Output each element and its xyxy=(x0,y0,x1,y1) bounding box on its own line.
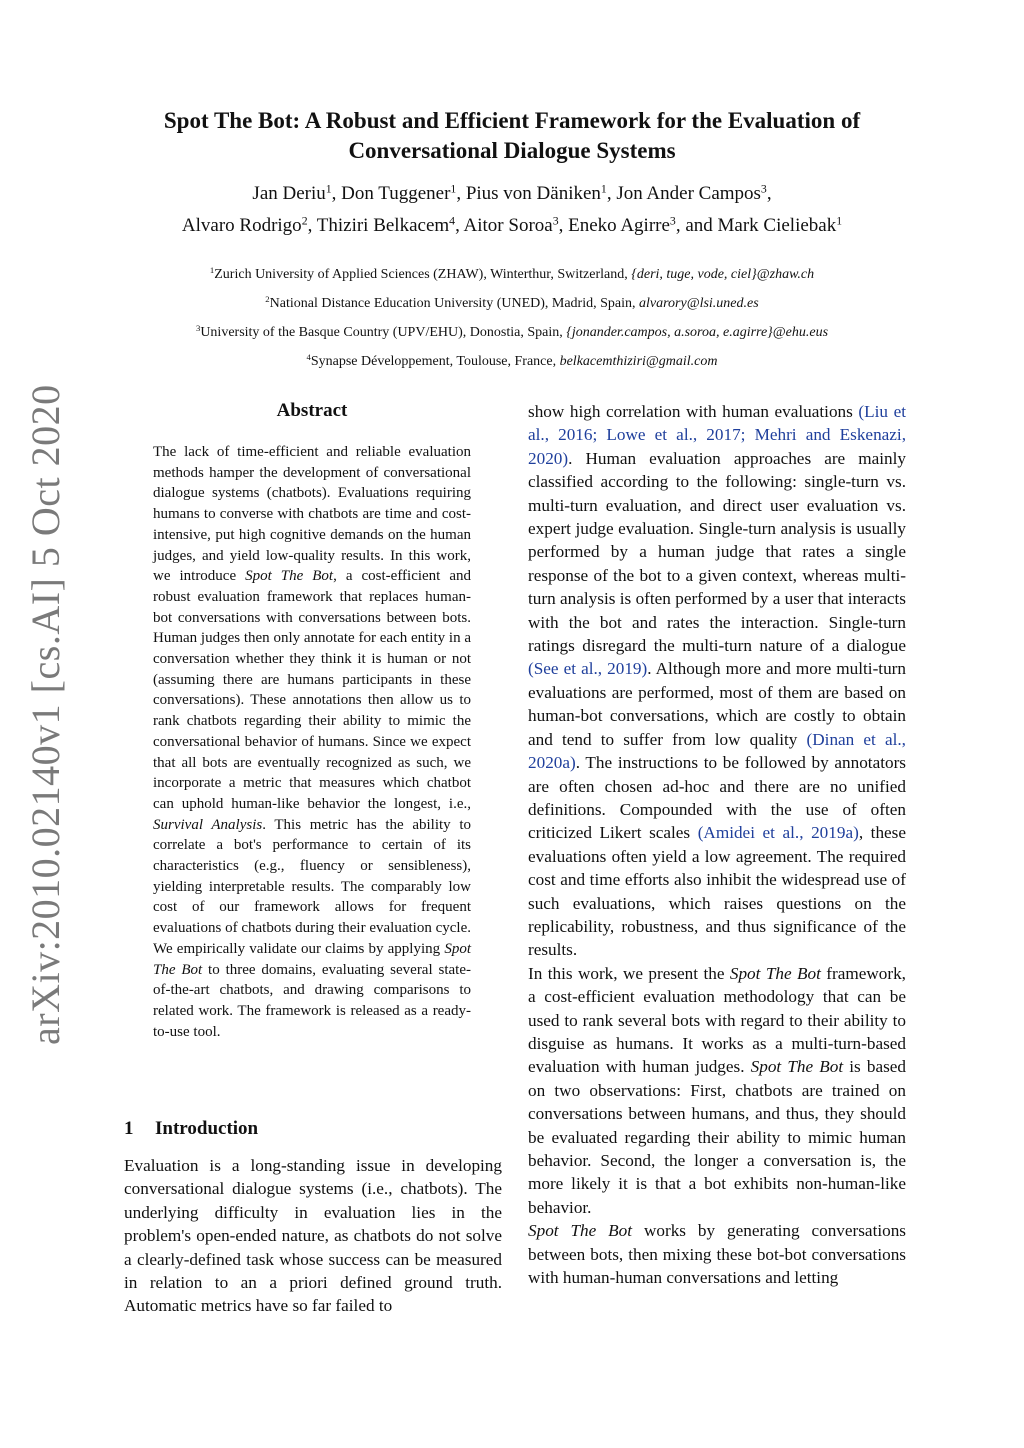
author-name: Pius von Däniken xyxy=(465,183,601,204)
affiliation-text: University of the Basque Country (UPV/EHU), Donostia, Spain, xyxy=(200,325,563,340)
affiliation-email: {jonander.campos, a.soroa, e.agirre}@ehu.eus xyxy=(566,325,829,340)
text-run: works by generating conversations between bots, then mixing these bot-bot conversations with human-human conversations and letting xyxy=(528,1221,906,1288)
affiliation-mark: 2 xyxy=(301,214,308,228)
paragraph xyxy=(528,1219,906,1289)
author-name: Aitor Soroa xyxy=(463,215,553,236)
abstract-part: . This metric has the ability to correlate a bot's performance to certain of its characteristics (e.g., fluency or sensibleness), yielding interpretable results. The comparably low cost of our framework allows for frequent evaluations of chatbots during their evaluation cycle. We empirically validate our claims by applying xyxy=(153,816,471,957)
author-name: Alvaro Rodrigo xyxy=(181,215,302,236)
abstract-emphasis: Spot The Bot xyxy=(245,568,334,585)
affiliation-mark: 1 xyxy=(836,214,843,228)
affiliation-list xyxy=(110,260,914,376)
text-run: . Although more and more multi-turn evaluations are performed, most of them are based on human-bot conversations, which are costly to obtain and tend to suffer from low quality xyxy=(528,659,906,749)
section-title: Introduction xyxy=(155,1118,259,1139)
affiliation-line xyxy=(110,289,914,318)
affiliation-number: 4 xyxy=(306,352,311,363)
affiliation-mark: 1 xyxy=(450,182,457,196)
citation-link[interactable]: (Dinan et al., 2020a) xyxy=(528,729,906,773)
author-name: Jon Ander Campos xyxy=(616,183,761,204)
affiliation-number: 3 xyxy=(195,323,201,334)
section-heading xyxy=(124,1118,258,1140)
affiliation-text: National Distance Education University (UNED), Madrid, Spain, xyxy=(269,296,636,311)
affiliation-mark: 3 xyxy=(552,214,559,228)
affiliation-line xyxy=(110,347,914,376)
abstract-part: to three domains, evaluating several state-of-the-art chatbots, and drawing comparisons to related work. The framework is released as a ready-to-use tool. xyxy=(153,961,471,1040)
affiliation-mark: 1 xyxy=(325,182,332,196)
affiliation-email: belkacemthiziri@gmail.com xyxy=(559,354,718,369)
affiliation-mark: 1 xyxy=(600,182,607,196)
abstract-part: The lack of time-efficient and reliable evaluation methods hamper the development of conversational dialogue systems (chatbots). Evaluations requiring humans to converse with chatbots are time and cost-intensive, put high cognitive demands on the human judges, and yield low-quality results. In this work, we introduce xyxy=(153,444,471,585)
text-emphasis: Spot The Bot xyxy=(528,1221,633,1241)
introduction-text: Evaluation is a long-standing issue in developing conversational dialogue systems (i.e., chatbots). The underlying difficulty in evaluation lies in the problem's open-ended nature, as chatbots do not solve a clearly-defined task whose success can be measured in relation to an a priori defined ground truth. Automatic metrics have so far failed to xyxy=(124,1156,502,1316)
text-run: , these evaluations often yield a low agreement. The required cost and time efforts also inhibit the widespread use of such evaluations, which raises questions on the replicability, robustness, and thus significance of the results. xyxy=(528,823,906,960)
affiliation-email: {deri, tuge, vode, ciel}@zhaw.ch xyxy=(631,267,815,282)
citation-link[interactable]: (Liu et al., 2016; Lowe et al., 2017; Mehri and Eskenazi, 2020) xyxy=(528,402,906,468)
text-run: . The instructions to be followed by annotators are often chosen ad-hoc and there are no unified definitions. Compounded with the use of often criticized Likert scales xyxy=(528,753,906,843)
citation-link[interactable]: (See et al., 2019) xyxy=(528,659,648,679)
text-run: In this work, we present the xyxy=(528,963,730,983)
affiliation-number: 2 xyxy=(265,294,270,305)
author-name: Thiziri Belkacem xyxy=(316,215,450,236)
citation-link[interactable]: (Amidei et al., 2019a) xyxy=(697,823,859,843)
section-number: 1 xyxy=(124,1118,134,1139)
abstract-emphasis: Survival Analysis xyxy=(153,816,263,833)
abstract-emphasis: Spot The Bot xyxy=(153,940,471,978)
author-name: Eneko Agirre xyxy=(568,215,670,236)
text-run: framework, a cost-efficient evaluation methodology that can be used to rank several bots with regard to their ability to disguise as humans. It works as a multi-turn-based evaluation with human judges. xyxy=(528,963,906,1077)
author-name: Mark Cieliebak xyxy=(717,215,837,236)
affiliation-mark: 3 xyxy=(760,182,767,196)
affiliation-text: Zurich University of Applied Sciences (ZHAW), Winterthur, Switzerland, xyxy=(214,267,628,282)
paper-title: Spot The Bot: A Robust and Efficient Framework for the Evaluation of Conversational Dialogue Systems xyxy=(163,108,861,163)
author-name: Don Tuggener xyxy=(341,183,451,204)
abstract-text xyxy=(153,442,471,1042)
text-run: . Human evaluation approaches are mainly classified according to the following: single-turn vs. multi-turn evaluation, and direct user evaluation vs. expert judge evaluation. Single-turn analysis is usually performed by a human judge that rates a single response of the bot to a given context, whereas multi-turn analysis is often performed by a user that interacts with the bot and rates the interaction. Single-turn ratings disregard the multi-turn nature of a dialogue xyxy=(528,448,906,656)
author-name: Jan Deriu xyxy=(252,183,326,204)
text-emphasis: Spot The Bot xyxy=(750,1057,844,1077)
affiliation-text: Synapse Développement, Toulouse, France, xyxy=(310,354,557,369)
arxiv-identifier: arXiv:2010.02140v1 [cs.AI] 5 Oct 2020 xyxy=(23,384,68,1045)
paragraph xyxy=(528,400,906,962)
affiliation-mark: 3 xyxy=(669,214,676,228)
abstract-heading: Abstract xyxy=(276,400,348,421)
affiliation-mark: 4 xyxy=(449,214,456,228)
affiliation-line xyxy=(110,260,914,289)
abstract-part: , a cost-efficient and robust evaluation framework that replaces human-bot conversations with conversations between bots. Human judges then only annotate for each entity in a conversation whether they think it is human or not (assuming there are humans participants in these conversations). These annotations then allow us to rank chatbots regarding their ability to mimic the conversational behavior of humans. Since we expect that all bots are eventually recognized as such, we incorporate a metric that measures which chatbot can uphold human-like behavior the longest, i.e., xyxy=(153,568,472,812)
text-emphasis: Spot The Bot xyxy=(729,963,821,983)
author-list: Jan Deriu$^1$, Don Tuggener$^1$, Pius von Däniken$^1$, Jon Ander Campos$^3$, Alvaro Rodrigo$^2$, Thiziri Belkacem$^4$, Aitor Soroa$^3$, Eneko Agirre$^3$, and Mark Cieliebak$^1$ xyxy=(181,182,843,236)
text-run: show high correlation with human evaluations xyxy=(528,402,859,421)
affiliation-line xyxy=(110,318,914,347)
author-conjunction: and xyxy=(685,215,713,236)
affiliation-number: 1 xyxy=(209,265,215,276)
paragraph xyxy=(528,962,906,1219)
affiliation-email: alvarory@lsi.uned.es xyxy=(639,296,759,311)
text-run: is based on two observations: First, chatbots are trained on conversations between humans, and thus, they should be evaluated regarding their ability to mimic human behavior. Second, the longer a conversation is, the more likely it is that a bot exhibits non-human-like behavior. xyxy=(528,1057,906,1217)
right-column-text xyxy=(528,400,906,1289)
